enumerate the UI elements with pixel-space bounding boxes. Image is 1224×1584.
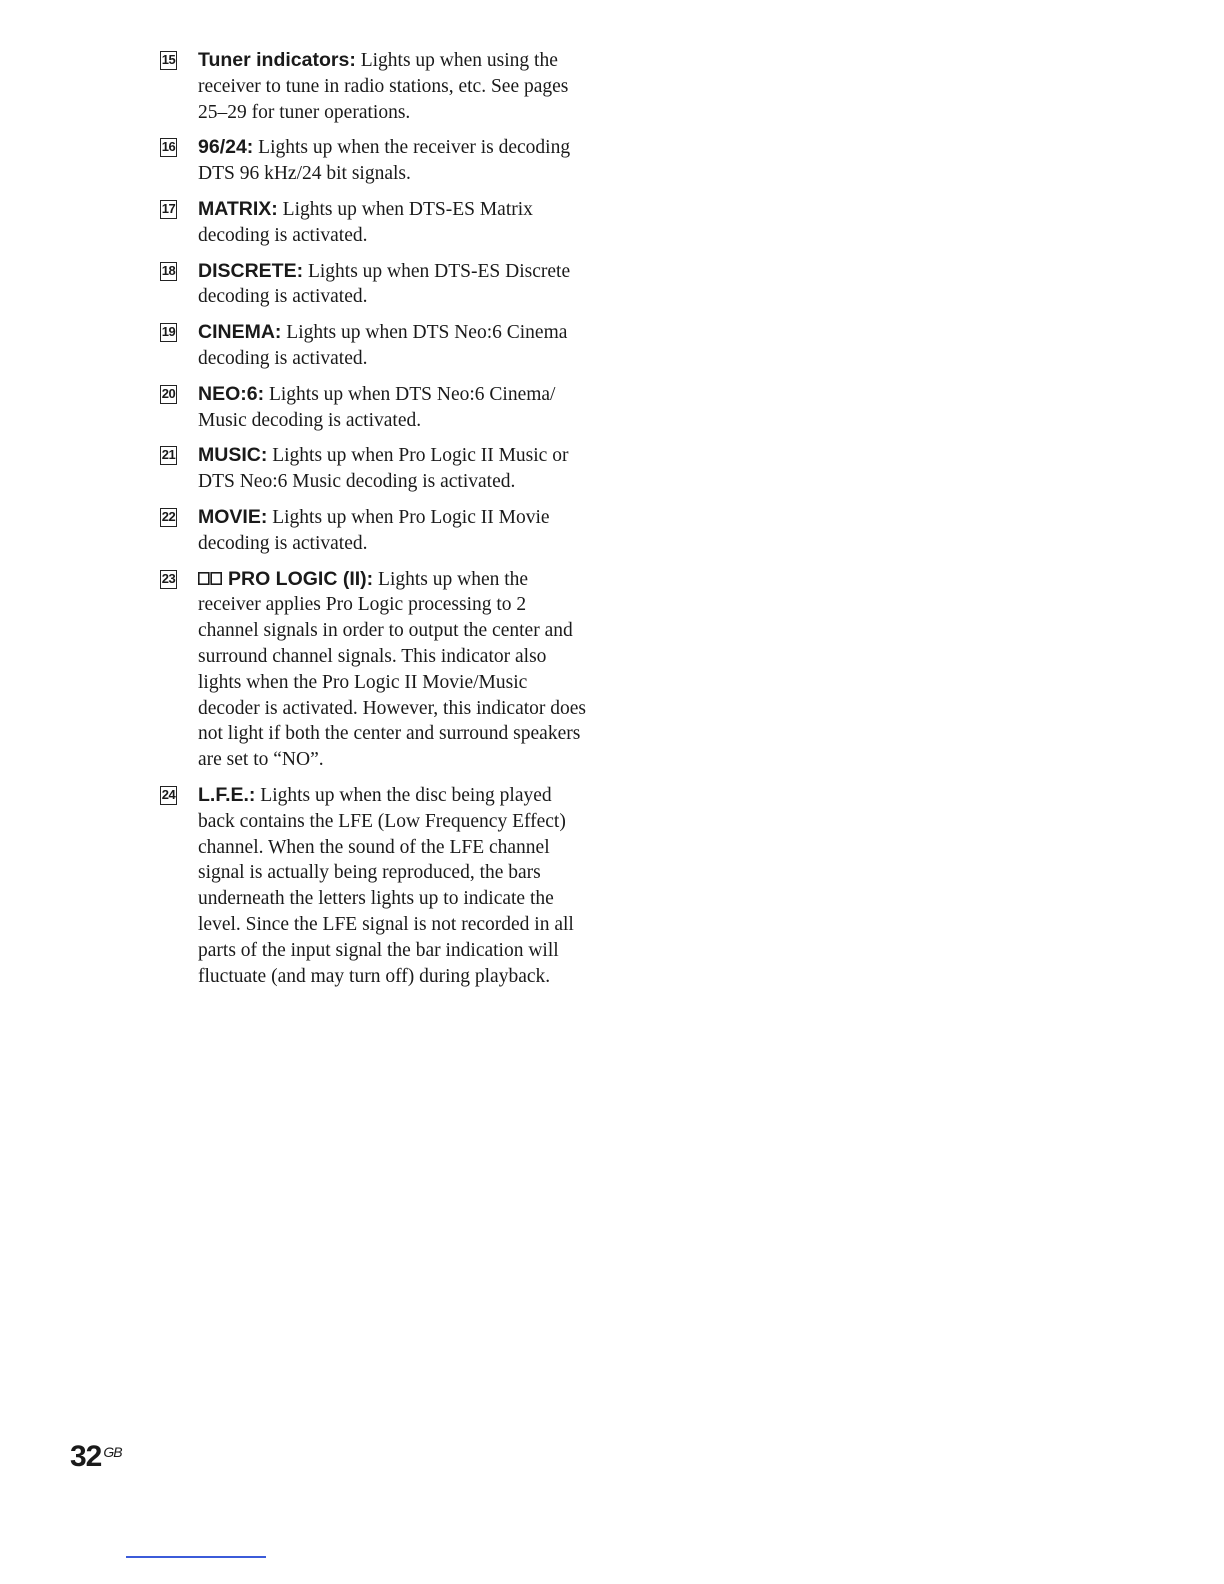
- item-term: Tuner indicators:: [198, 49, 356, 71]
- item-number: 24: [160, 786, 177, 805]
- item-term: MATRIX:: [198, 197, 278, 220]
- item-number: 19: [160, 323, 177, 342]
- item-term: L.F.E.:: [198, 783, 256, 806]
- item-description: Lights up when DTS-ES Discrete decoding is activated.: [198, 260, 571, 308]
- list-item: [160, 783, 590, 989]
- item-description: Lights up when using the receiver to tune in radio stations, etc. See pages 25–29 for tuner operations.: [198, 50, 569, 123]
- item-description: Lights up when the disc being played back contains the LFE (Low Frequency Effect) channel. When the sound of the LFE channel signal is actually being reproduced, the bars underneath the letters lights up to indicate the level. Since the LFE signal is not recorded in all parts of the input signal the bar indication will fluctuate (and may turn off) during playback.: [198, 784, 574, 987]
- item-term: PRO LOGIC (II):: [228, 567, 374, 590]
- list-item: [160, 197, 590, 249]
- item-term: 96/24:: [198, 136, 254, 159]
- list-item: [160, 567, 590, 773]
- item-description: Lights up when the receiver is decoding DTS 96 kHz/24 bit signals.: [198, 137, 571, 185]
- item-number: 22: [160, 508, 177, 527]
- footer-rule: [126, 1556, 266, 1558]
- list-item: [160, 505, 590, 557]
- item-number: 17: [160, 200, 177, 219]
- item-number: 21: [160, 446, 177, 465]
- item-description: Lights up when the receiver applies Pro Logic processing to 2 channel signals in order to output the center and surround channel signals. This indicator also lights when the Pro Logic II Movie/Music decoder is activated. However, this indicator does not light if both the center and surround speakers are set to “NO”.: [198, 568, 587, 771]
- item-text: [198, 443, 590, 495]
- item-text: [198, 382, 590, 434]
- item-number: 23: [160, 570, 177, 589]
- list-item: [160, 48, 590, 125]
- item-text: [198, 505, 590, 557]
- item-text: [198, 197, 590, 249]
- item-term: NEO:6:: [198, 382, 265, 405]
- item-description: Lights up when Pro Logic II Music or DTS Neo:6 Music decoding is activated.: [198, 445, 569, 493]
- item-term: MUSIC:: [198, 444, 268, 467]
- item-number: 15: [160, 51, 177, 70]
- item-term: DISCRETE:: [198, 259, 304, 282]
- item-text: [198, 567, 590, 773]
- item-number: 20: [160, 385, 177, 404]
- item-description: Lights up when DTS Neo:6 Cinema decoding is activated.: [198, 322, 568, 369]
- item-term: CINEMA:: [198, 321, 282, 344]
- item-description: Lights up when DTS-ES Matrix decoding is activated.: [198, 198, 533, 246]
- item-text: [198, 783, 590, 989]
- page-number: [70, 1440, 122, 1474]
- item-description: Lights up when DTS Neo:6 Cinema/ Music decoding is activated.: [198, 383, 556, 431]
- list-item: [160, 135, 590, 187]
- page-number-value: 32: [70, 1440, 102, 1473]
- indicator-list: [160, 48, 590, 999]
- list-item: [160, 259, 590, 311]
- item-term: MOVIE:: [198, 505, 268, 528]
- page-language-suffix: GB: [103, 1444, 122, 1460]
- item-number: 18: [160, 262, 177, 281]
- list-item: [160, 320, 590, 372]
- item-text: [198, 48, 590, 125]
- list-item: [160, 443, 590, 495]
- item-text: [198, 320, 590, 372]
- item-text: [198, 135, 590, 187]
- item-description: Lights up when Pro Logic II Movie decoding is activated.: [198, 506, 550, 554]
- item-text: [198, 259, 590, 311]
- list-item: [160, 382, 590, 434]
- dolby-double-d-icon: [198, 572, 222, 585]
- item-number: 16: [160, 138, 177, 157]
